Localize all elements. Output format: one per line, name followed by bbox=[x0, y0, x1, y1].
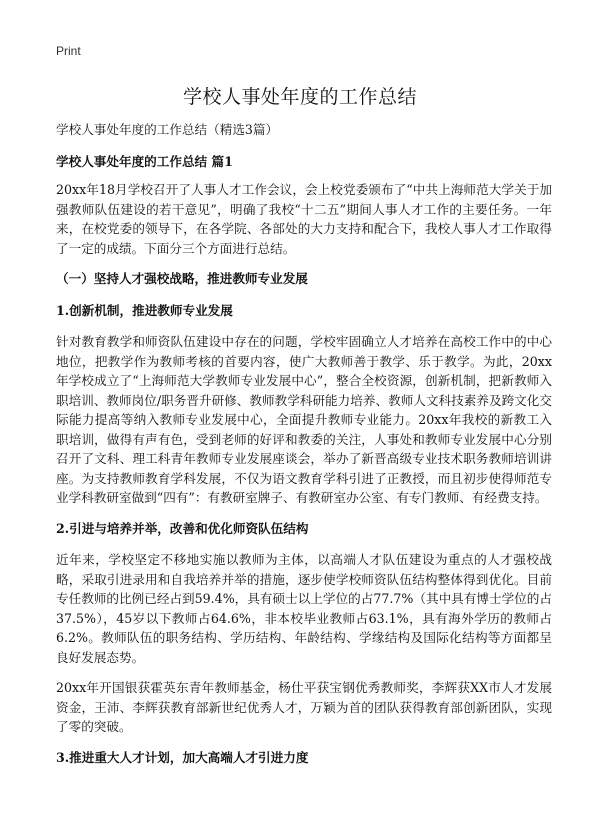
section-heading-1: （一）坚持人才强校战略，推进教师专业发展 bbox=[56, 271, 308, 286]
article-heading: 学校人事处年度的工作总结 篇1 bbox=[56, 153, 233, 169]
intro-paragraph: 20xx年18月学校召开了人事人才工作会议，会上校党委颁布了“中共上海师范大学关于加强教师队伍建设的若干意见”，明确了我校“十二五”期间人事人才工作的主要任务。一年来，在校党委的领导下，在各学院、各部处的大力支持和配合下，我校人事人才工作取得了一定的成绩。下面分三个方面进行总结。 bbox=[56, 182, 552, 256]
subsection-heading-3: 3.推进重大人才计划，加大高端人才引进力度 bbox=[56, 749, 309, 765]
document-body bbox=[56, 120, 552, 779]
subsection-heading-2: 2.引进与培养并举，改善和优化师资队伍结构 bbox=[56, 520, 309, 536]
subsection-paragraph-1: 针对教育教学和师资队伍建设中存在的问题，学校牢固确立人才培养在高校工作中的中心地位，把教学作为教师考核的首要内容，使广大教师善于教学、乐于教学。为此，20xx年学校成立了“上海师范大学教师专业发展中心”，整合全校资源，创新机制，把新教师入职培训、教师岗位/职务晋升研修、教师教学科研能力培养、教师人文科技素养及跨文化交际能力提高等纳入教师专业发展中心，全面提升教师专业能力。20xx年我校的新教工入职培训，做得有声有色，受到老师的好评和教委的关注，人事处和教师专业发展中心分别召开了文科、理工科青年教师专业发展座谈会，举办了新晋高级专业技术职务教师培训讲座。为支持教师教育学科发展，不仅为语文教育学科引进了正教授，而且初步使得师范专业学科教研室做到“四有”：有教研室牌子、有教研室办公室、有专门教师、有经费支持。 bbox=[56, 334, 552, 505]
subsection-heading-1: 1.创新机制，推进教师专业发展 bbox=[56, 302, 233, 318]
page-title: 学校人事处年度的工作总结 bbox=[182, 86, 417, 108]
print-link[interactable]: Print bbox=[56, 44, 81, 58]
subsection-paragraph-2a: 近年来，学校坚定不移地实施以教师为主体，以高端人才队伍建设为重点的人才强校战略，采取引进录用和自我培养并举的措施，逐步使学校师资队伍结构整体得到优化。目前专任教师的比例已经占到59.4%，具有硕士以上学位的占77.7%（其中具有博士学位的占37.5%），45岁以下教师占64.6%，非本校毕业教师占63.1%，具有海外学历的教师占6.2%。教师队伍的职务结构、学历结构、年龄结构、学缘结构及国际化结构等方面都呈良好发展态势。 bbox=[56, 552, 552, 665]
subsection-paragraph-2b: 20xx年开国银获霍英东青年教师基金，杨仕平获宝钢优秀教师奖，李辉获XX市人才发展资金，王沛、李辉获教育部新世纪优秀人才，万颖为首的团队获得教育部创新团队，实现了零的突破。 bbox=[56, 680, 552, 734]
document-subtitle: 学校人事处年度的工作总结（精选3篇） bbox=[56, 122, 279, 137]
